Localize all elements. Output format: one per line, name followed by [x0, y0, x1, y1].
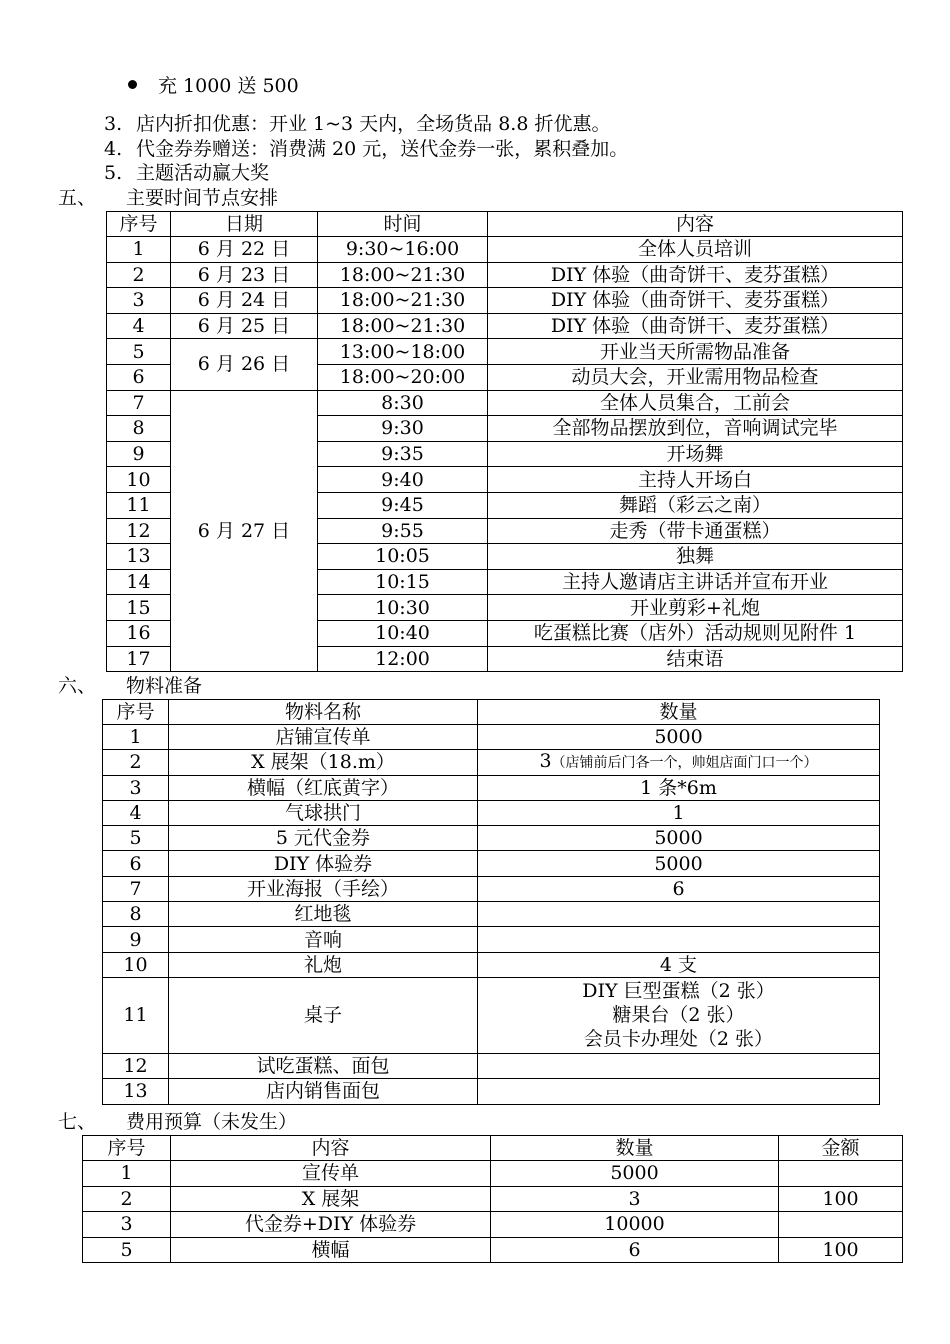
table-row [107, 339, 903, 365]
header-cell: 序号 [103, 700, 169, 725]
quantity-cell [478, 902, 880, 927]
header-cell: 序号 [83, 1136, 171, 1161]
quantity-cell [478, 826, 880, 851]
material-name-cell: 5 元代金券 [169, 826, 478, 851]
row-number-cell: 1 [83, 1161, 171, 1187]
row-number-cell: 1 [103, 725, 169, 750]
row-number-cell: 5 [83, 1237, 171, 1263]
content-cell: 吃蛋糕比赛（店外）活动规则见附件 1 [488, 620, 903, 646]
section-number: 七、 [58, 1111, 97, 1133]
time-cell: 13:00~18:00 [318, 339, 488, 365]
quantity-value: 3 [539, 750, 552, 773]
row-number-cell: 13 [107, 544, 171, 570]
table-row [83, 1212, 903, 1238]
row-number-cell: 11 [103, 977, 169, 1053]
content-cell: 动员大会，开业需用物品检查 [488, 364, 903, 390]
section-number: 六、 [58, 675, 97, 697]
quantity-cell [478, 750, 880, 775]
row-number-cell: 8 [107, 416, 171, 442]
table-row [107, 313, 903, 339]
row-number-cell: 10 [103, 952, 169, 977]
time-cell: 10:15 [318, 569, 488, 595]
quantity-value: 1 [672, 802, 685, 825]
header-cell: 内容 [488, 212, 903, 237]
time-cell: 9:30 [318, 416, 488, 442]
time-cell: 9:45 [318, 492, 488, 518]
row-number-cell: 12 [103, 1053, 169, 1078]
table-header-row [103, 700, 880, 725]
row-number-cell: 11 [107, 492, 171, 518]
row-number-cell: 9 [107, 441, 171, 467]
content-cell: 开业剪彩+礼炮 [488, 595, 903, 621]
table-row [107, 262, 903, 288]
quantity-cell [478, 952, 880, 977]
table-row [83, 1237, 903, 1263]
quantity-line: DIY 巨型蛋糕（2 张） [582, 980, 775, 1003]
material-name-cell: 礼炮 [169, 952, 478, 977]
content-cell: DIY 体验（曲奇饼干、麦芬蛋糕） [488, 313, 903, 339]
row-number-cell: 3 [107, 288, 171, 314]
table-row [103, 800, 880, 825]
list-item: 代金券券赠送：消费满 20 元，送代金券一张，累积叠加。 [136, 138, 629, 160]
section-number: 五、 [58, 187, 97, 209]
header-cell: 金额 [779, 1136, 903, 1161]
section-title: 物料准备 [126, 675, 203, 697]
material-name-cell: X 展架（18.m） [169, 750, 478, 775]
content-cell: 走秀（带卡通蛋糕） [488, 518, 903, 544]
bullet-text: 充 1000 送 500 [158, 75, 299, 97]
quantity-value: 5000 [654, 726, 703, 749]
section-title: 费用预算（未发生） [126, 1111, 298, 1133]
row-number-cell: 1 [107, 237, 171, 263]
row-number-cell: 3 [103, 775, 169, 800]
row-number-cell: 4 [103, 800, 169, 825]
row-number-cell: 4 [107, 313, 171, 339]
quantity-cell [478, 977, 880, 1053]
amount-cell [779, 1212, 903, 1238]
date-cell: 6 月 23 日 [171, 262, 318, 288]
row-number-cell: 2 [83, 1186, 171, 1212]
quantity-cell [478, 1079, 880, 1104]
content-cell: 全体人员集合，工前会 [488, 390, 903, 416]
row-number-cell: 6 [107, 364, 171, 390]
table-header-row [107, 212, 903, 237]
quantity-cell [478, 851, 880, 876]
material-name-cell: 开业海报（手绘） [169, 876, 478, 901]
materials-table-body [103, 700, 880, 1105]
amount-cell: 100 [779, 1186, 903, 1212]
list-number: 4. [104, 138, 123, 160]
time-cell: 9:30~16:00 [318, 237, 488, 263]
material-name-cell: DIY 体验券 [169, 851, 478, 876]
row-number-cell: 2 [107, 262, 171, 288]
materials-table [102, 699, 880, 1105]
quantity-cell [478, 1053, 880, 1078]
budget-content-cell: X 展架 [171, 1186, 491, 1212]
content-cell: 主持人开场白 [488, 467, 903, 493]
material-name-cell: 店内销售面包 [169, 1079, 478, 1104]
row-number-cell: 12 [107, 518, 171, 544]
quantity-value: 5000 [654, 827, 703, 850]
table-row [107, 390, 903, 416]
row-number-cell: 3 [83, 1212, 171, 1238]
quantity-cell: 6 [491, 1237, 779, 1263]
header-cell: 序号 [107, 212, 171, 237]
time-cell: 18:00~21:30 [318, 313, 488, 339]
material-name-cell: 音响 [169, 927, 478, 952]
time-cell: 9:40 [318, 467, 488, 493]
table-row [103, 725, 880, 750]
date-cell: 6 月 25 日 [171, 313, 318, 339]
amount-cell: 100 [779, 1237, 903, 1263]
content-cell: 开场舞 [488, 441, 903, 467]
material-name-cell: 气球拱门 [169, 800, 478, 825]
quantity-value: 5000 [654, 852, 703, 875]
row-number-cell: 5 [107, 339, 171, 365]
header-cell: 数量 [478, 700, 880, 725]
row-number-cell: 15 [107, 595, 171, 621]
table-row [107, 288, 903, 314]
material-name-cell: 横幅（红底黄字） [169, 775, 478, 800]
content-cell: DIY 体验（曲奇饼干、麦芬蛋糕） [488, 288, 903, 314]
list-number: 3. [104, 113, 123, 135]
table-row [103, 977, 880, 1053]
time-cell: 18:00~21:30 [318, 288, 488, 314]
content-cell: 结束语 [488, 646, 903, 672]
table-row [103, 927, 880, 952]
table-row [103, 750, 880, 775]
table-row [107, 237, 903, 263]
content-cell: 全体人员培训 [488, 237, 903, 263]
quantity-cell: 10000 [491, 1212, 779, 1238]
table-row [103, 1079, 880, 1104]
table-row [103, 826, 880, 851]
row-number-cell: 14 [107, 569, 171, 595]
quantity-line: 会员卡办理处（2 张） [583, 1028, 774, 1051]
bullet-icon [128, 80, 137, 89]
table-row [83, 1161, 903, 1187]
table-row [103, 775, 880, 800]
content-cell: 舞蹈（彩云之南） [488, 492, 903, 518]
row-number-cell: 7 [103, 876, 169, 901]
table-row [103, 902, 880, 927]
amount-cell [779, 1161, 903, 1187]
quantity-cell [478, 775, 880, 800]
date-cell: 6 月 26 日 [171, 339, 318, 390]
material-name-cell: 红地毯 [169, 902, 478, 927]
time-cell: 10:05 [318, 544, 488, 570]
time-cell: 9:55 [318, 518, 488, 544]
row-number-cell: 16 [107, 620, 171, 646]
quantity-cell: 3 [491, 1186, 779, 1212]
row-number-cell: 9 [103, 927, 169, 952]
schedule-table [106, 211, 903, 672]
material-name-cell: 店铺宣传单 [169, 725, 478, 750]
date-cell: 6 月 24 日 [171, 288, 318, 314]
table-row [103, 952, 880, 977]
list-number: 5. [104, 162, 123, 184]
row-number-cell: 8 [103, 902, 169, 927]
time-cell: 18:00~21:30 [318, 262, 488, 288]
time-cell: 18:00~20:00 [318, 364, 488, 390]
time-cell: 10:40 [318, 620, 488, 646]
material-name-cell: 桌子 [169, 977, 478, 1053]
quantity-cell [478, 725, 880, 750]
list-item: 主题活动赢大奖 [136, 162, 270, 184]
quantity-cell [478, 927, 880, 952]
quantity-note: （店铺前后门各一个，帅姐店面门口一个） [551, 755, 818, 772]
budget-content-cell: 横幅 [171, 1237, 491, 1263]
content-cell: 全部物品摆放到位，音响调试完毕 [488, 416, 903, 442]
row-number-cell: 6 [103, 851, 169, 876]
header-cell: 时间 [318, 212, 488, 237]
row-number-cell: 7 [107, 390, 171, 416]
material-name-cell: 试吃蛋糕、面包 [169, 1053, 478, 1078]
time-cell: 8:30 [318, 390, 488, 416]
row-number-cell: 5 [103, 826, 169, 851]
table-row [83, 1186, 903, 1212]
row-number-cell: 13 [103, 1079, 169, 1104]
header-cell: 日期 [171, 212, 318, 237]
quantity-value: 1 条*6m [640, 776, 717, 799]
date-cell: 6 月 22 日 [171, 237, 318, 263]
budget-content-cell: 代金券+DIY 体验券 [171, 1212, 491, 1238]
header-cell: 物料名称 [169, 700, 478, 725]
time-cell: 9:35 [318, 441, 488, 467]
content-cell: 独舞 [488, 544, 903, 570]
table-row [103, 876, 880, 901]
row-number-cell: 10 [107, 467, 171, 493]
quantity-cell [478, 800, 880, 825]
quantity-value: 4 支 [659, 953, 698, 976]
row-number-cell: 17 [107, 646, 171, 672]
quantity-line: 糖果台（2 张） [612, 1004, 745, 1027]
row-number-cell: 2 [103, 750, 169, 775]
table-row [103, 1053, 880, 1078]
header-cell: 内容 [171, 1136, 491, 1161]
date-cell: 6 月 27 日 [171, 390, 318, 672]
list-item: 店内折扣优惠：开业 1~3 天内，全场货品 8.8 折优惠。 [136, 113, 611, 135]
content-cell: 主持人邀请店主讲话并宣布开业 [488, 569, 903, 595]
table-row [103, 851, 880, 876]
quantity-value: 6 [672, 877, 685, 900]
table-header-row [83, 1136, 903, 1161]
content-cell: DIY 体验（曲奇饼干、麦芬蛋糕） [488, 262, 903, 288]
budget-table-body [83, 1136, 903, 1263]
time-cell: 12:00 [318, 646, 488, 672]
budget-table [82, 1135, 903, 1263]
section-title: 主要时间节点安排 [126, 187, 279, 209]
budget-content-cell: 宣传单 [171, 1161, 491, 1187]
quantity-cell: 5000 [491, 1161, 779, 1187]
header-cell: 数量 [491, 1136, 779, 1161]
schedule-table-body [107, 212, 903, 672]
quantity-cell [478, 876, 880, 901]
time-cell: 10:30 [318, 595, 488, 621]
content-cell: 开业当天所需物品准备 [488, 339, 903, 365]
